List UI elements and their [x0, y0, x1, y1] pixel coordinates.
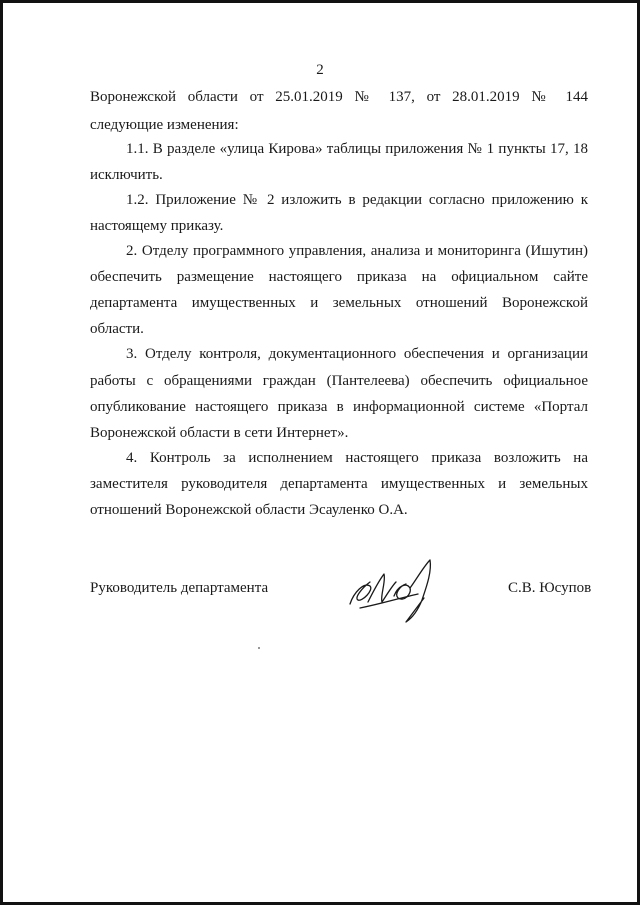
clause-4-line: 4. Контроль за исполнением настоящего приказа возложить на [126, 450, 588, 466]
page-number: 2 [316, 62, 324, 78]
clause-4-line: заместителя руководителя департамента имущественных и земельных [90, 476, 588, 492]
clause-4-line: отношений Воронежской области Эсауленко О.А. [90, 502, 408, 518]
signatory-name: С.В. Юсупов [508, 580, 592, 596]
clause-2-line: 2. Отделу программного управления, анализа и мониторинга (Ишутин) [126, 243, 588, 259]
clause-2-line: департамента имущественных и земельных отношений Воронежской [90, 295, 588, 311]
clause-1-2-line: 1.2. Приложение № 2 изложить в редакции согласно приложению к [126, 192, 588, 208]
clause-2-line: области. [90, 321, 144, 337]
scan-speck [258, 647, 260, 649]
scan-border-top [0, 0, 640, 3]
clause-3-line: 3. Отделу контроля, документационного обеспечения и организации [126, 346, 588, 362]
clause-1-2-line: настоящему приказу. [90, 218, 224, 234]
clause-2-line: обеспечить размещение настоящего приказа на официальном сайте [90, 269, 588, 285]
clause-3-line: опубликование настоящего приказа в информационной системе «Портал [90, 399, 588, 415]
handwritten-signature [340, 552, 450, 632]
signatory-title: Руководитель департамента [90, 580, 269, 596]
body-line: Воронежской области от 25.01.2019 № 137, от 28.01.2019 № 144 [90, 89, 588, 105]
clause-1-1-line: исключить. [90, 167, 163, 183]
clause-3-line: Воронежской области в сети Интернет». [90, 425, 349, 441]
scan-border-left [0, 0, 3, 905]
body-line: следующие изменения: [90, 117, 239, 133]
clause-3-line: работы с обращениями граждан (Пантелеева) обеспечить официальное [90, 373, 588, 389]
clause-1-1-line: 1.1. В разделе «улица Кирова» таблицы приложения № 1 пункты 17, 18 [126, 141, 588, 157]
